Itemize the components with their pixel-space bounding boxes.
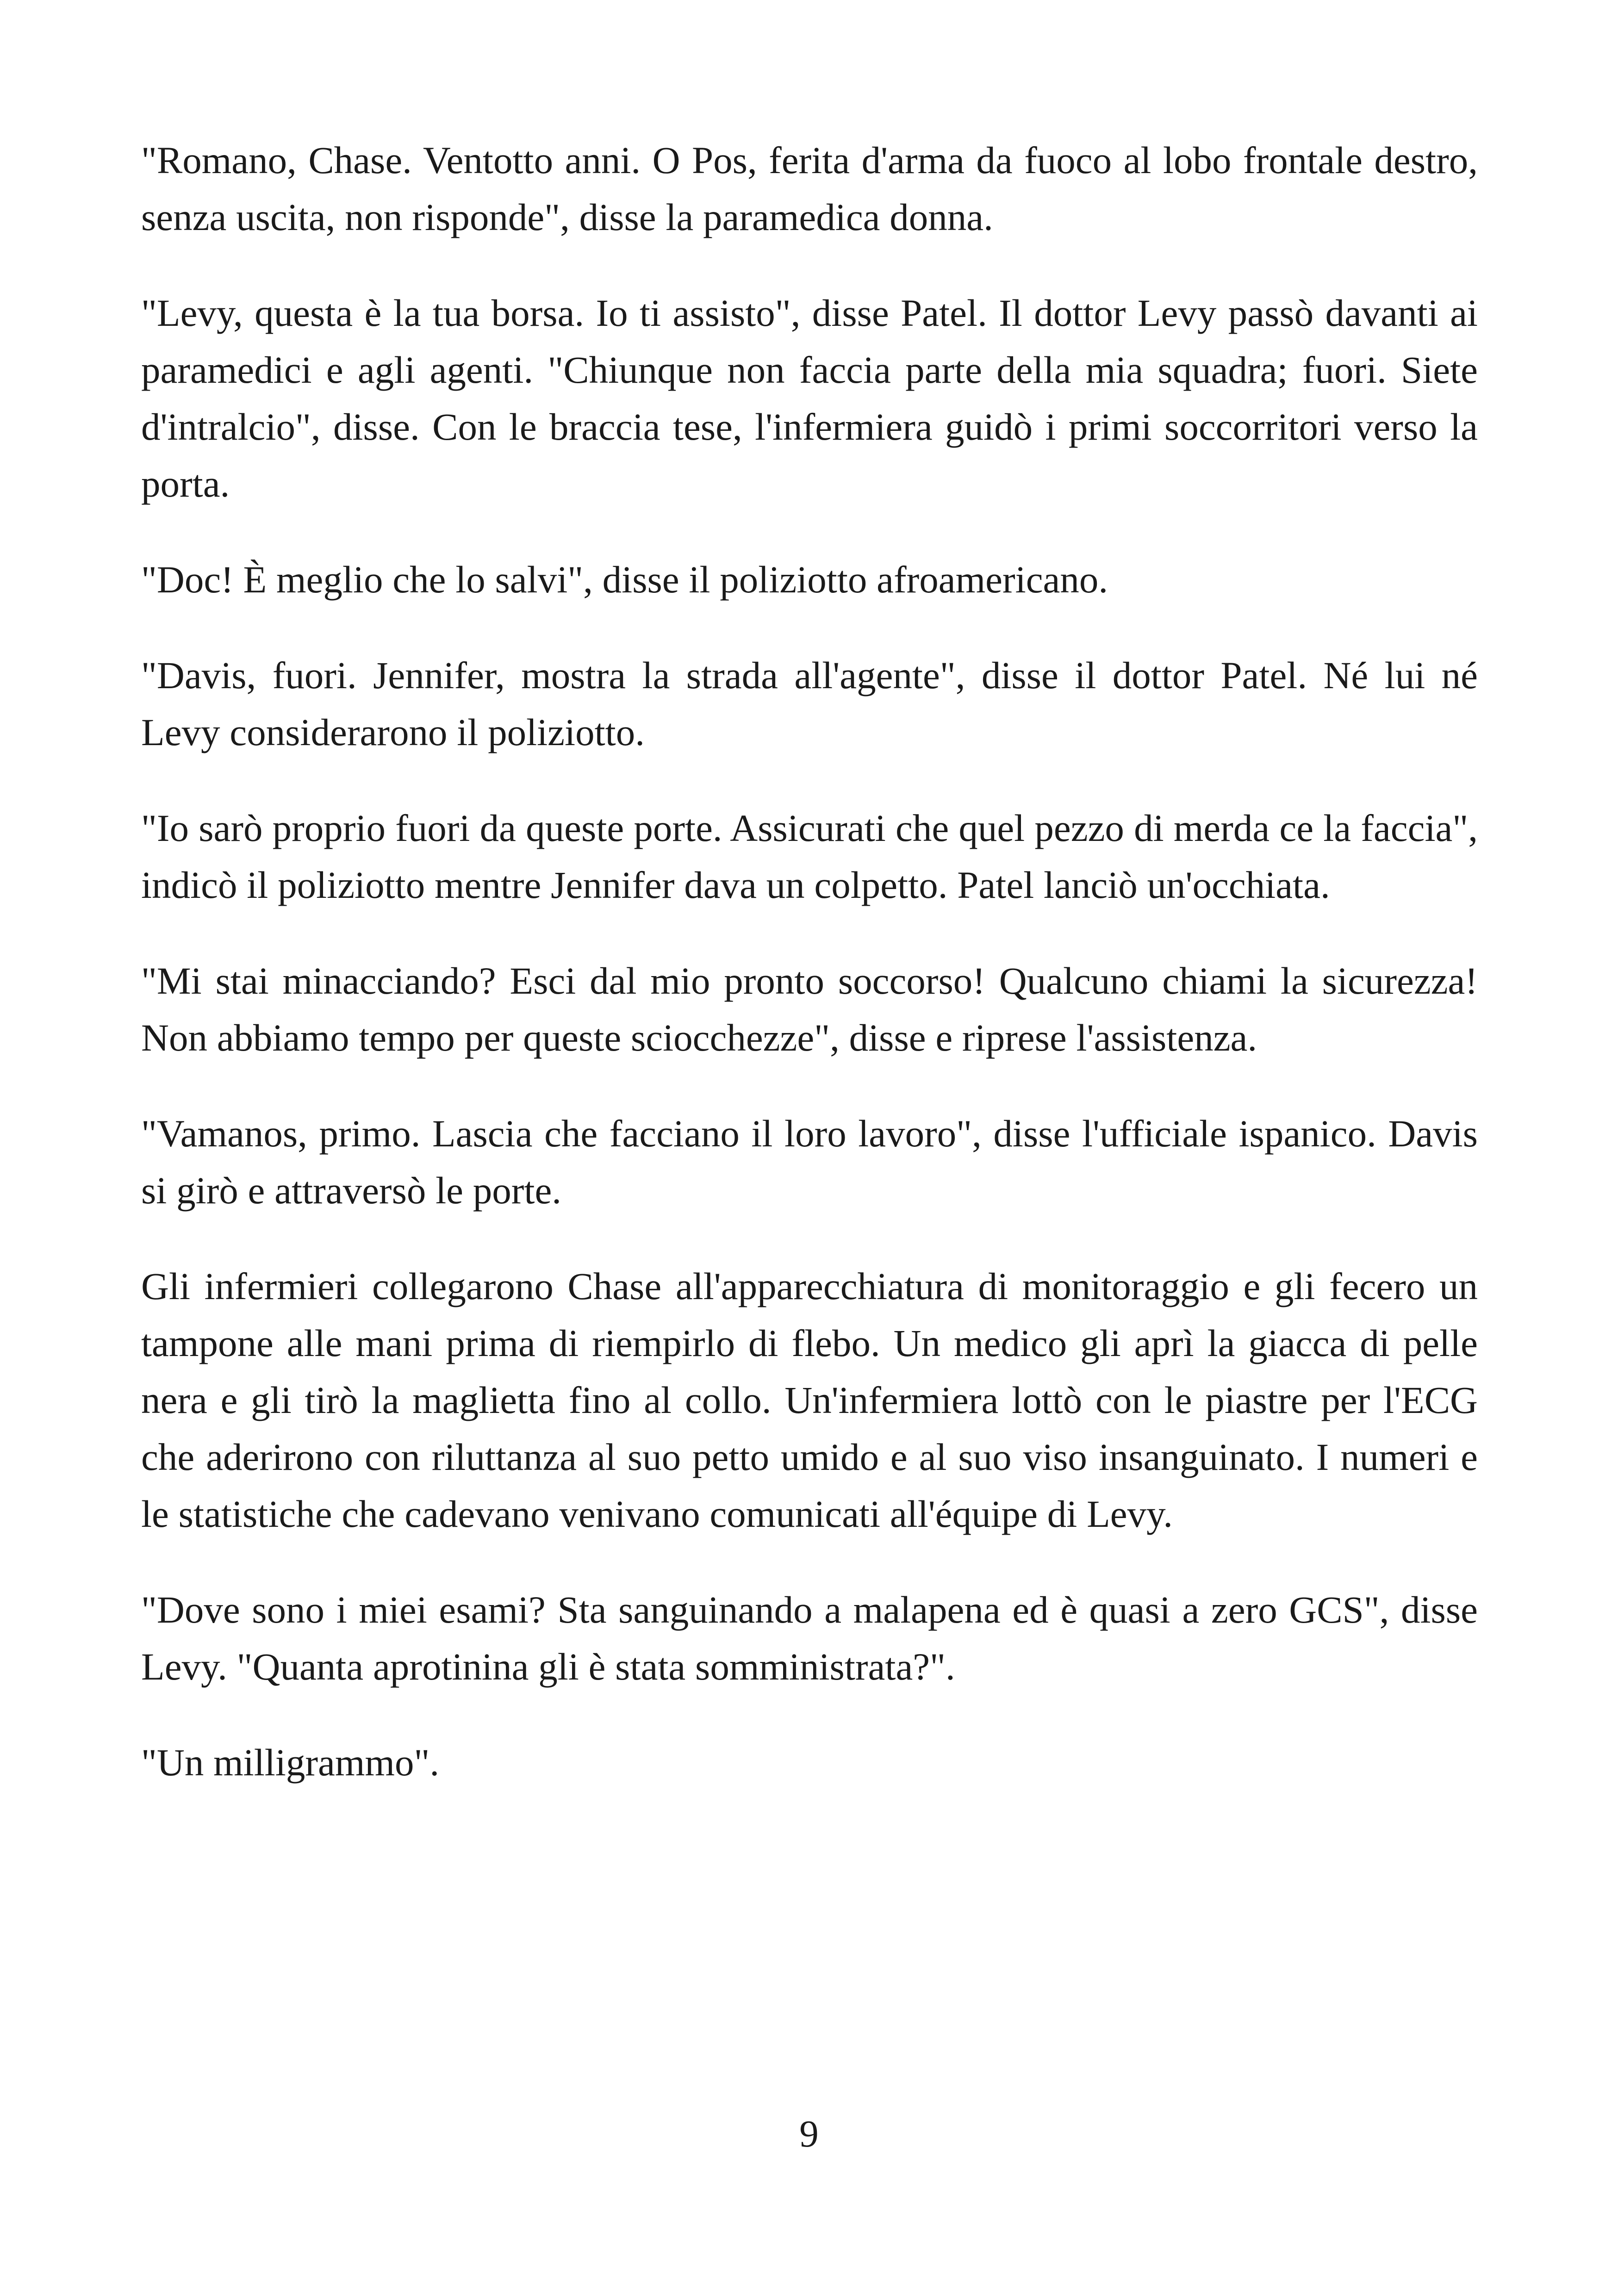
paragraph: "Un milligrammo".: [141, 1741, 440, 1784]
paragraph: "Doc! È meglio che lo salvi", disse il poliziotto afroamericano.: [141, 558, 1108, 601]
paragraph: Gli infermieri collegarono Chase all'apparecchiatura di monitoraggio e gli fecero un tampone alle mani prima di riempirlo di flebo. Un medico gli aprì la giacca di pelle nera e gli tirò la maglietta fino al collo. Un'infermiera lottò con le piastre per l'ECG che aderirono con riluttanza al suo petto umido e al suo viso insanguinato. I numeri e le statistiche che cadevano venivano comunicati all'équipe di Levy.: [141, 1265, 1478, 1535]
page-number: 9: [799, 2112, 819, 2155]
paragraph: "Vamanos, primo. Lascia che facciano il loro lavoro", disse l'ufficiale ispanico. Davis si girò e attraversò le porte.: [141, 1112, 1478, 1212]
paragraph: "Romano, Chase. Ventotto anni. O Pos, ferita d'arma da fuoco al lobo frontale destro, senza uscita, non risponde", disse la paramedica donna.: [141, 139, 1478, 238]
paragraph: "Davis, fuori. Jennifer, mostra la strada all'agente", disse il dottor Patel. Né lui né Levy considerarono il poliziotto.: [141, 654, 1478, 753]
paragraph: "Io sarò proprio fuori da queste porte. Assicurati che quel pezzo di merda ce la faccia", indicò il poliziotto mentre Jennifer dava un colpetto. Patel lanciò un'occhiata.: [141, 807, 1478, 906]
paragraph: "Levy, questa è la tua borsa. Io ti assisto", disse Patel. Il dottor Levy passò davanti ai paramedici e agli agenti. "Chiunque non faccia parte della mia squadra; fuori. Siete d'intralcio", disse. Con le braccia tese, l'infermiera guidò i primi soccorritori verso la porta.: [141, 292, 1478, 505]
body-text: [141, 132, 1478, 1830]
paragraph: "Mi stai minacciando? Esci dal mio pronto soccorso! Qualcuno chiami la sicurezza! Non abbiamo tempo per queste sciocchezze", disse e riprese l'assistenza.: [141, 959, 1478, 1059]
paragraph: "Dove sono i miei esami? Sta sanguinando a malapena ed è quasi a zero GCS", disse Levy. "Quanta aprotinina gli è stata somministrata?".: [141, 1588, 1478, 1688]
